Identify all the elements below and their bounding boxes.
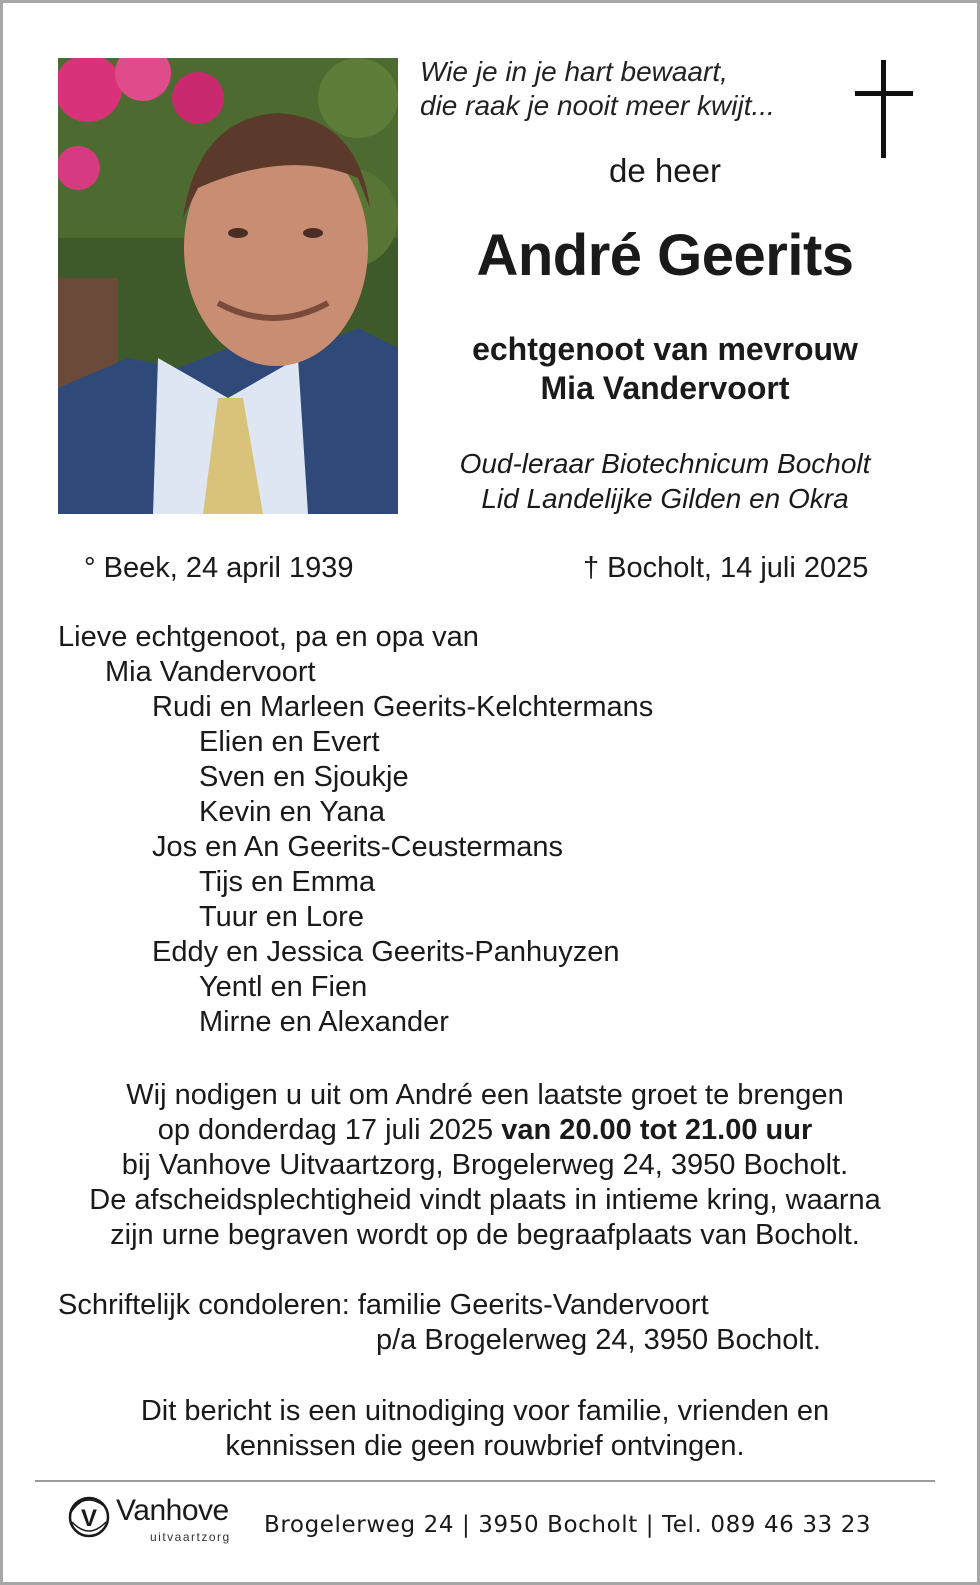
condolence-line: Schriftelijk condoleren: familie Geerits-Vandervoort bbox=[58, 1289, 709, 1321]
family-grandchild: Tuur en Lore bbox=[199, 901, 364, 933]
deceased-name: André Geerits bbox=[476, 223, 854, 288]
family-child: Jos en An Geerits-Ceustermans bbox=[152, 831, 564, 863]
memorial-quote bbox=[420, 55, 840, 123]
logo-name: Vanhove bbox=[116, 1494, 229, 1527]
cross-icon bbox=[855, 60, 913, 158]
logo-mark-icon bbox=[64, 1492, 114, 1542]
death-date: † Bocholt, 14 juli 2025 bbox=[583, 552, 869, 584]
family-grandchild: Elien en Evert bbox=[199, 726, 380, 758]
roles bbox=[420, 446, 910, 516]
family-spouse: Mia Vandervoort bbox=[105, 656, 316, 688]
notice-line: Dit bericht is een uitnodiging voor familie, vrienden en bbox=[140, 1395, 830, 1427]
family-intro: Lieve echtgenoot, pa en opa van bbox=[58, 621, 479, 653]
family-grandchild: Yentl en Fien bbox=[199, 971, 368, 1003]
family-child: Rudi en Marleen Geerits-Kelchtermans bbox=[152, 691, 654, 723]
invitation-line: De afscheidsplechtigheid vindt plaats in intieme kring, waarna bbox=[89, 1184, 881, 1216]
footer-divider bbox=[35, 1480, 935, 1482]
invitation-line: Wij nodigen u uit om André een laatste groet te brengen bbox=[126, 1079, 844, 1111]
invitation-date: op donderdag 17 juli 2025 bbox=[157, 1114, 502, 1146]
invitation-text bbox=[30, 1078, 940, 1253]
notice-text bbox=[30, 1394, 940, 1464]
condolence-address bbox=[58, 1288, 821, 1358]
logo-subtitle: uitvaartzorg bbox=[150, 1530, 231, 1544]
spouse-line bbox=[420, 330, 910, 408]
family-grandchild: Kevin en Yana bbox=[199, 796, 385, 828]
portrait-photo bbox=[58, 58, 398, 514]
spouse-name: Mia Vandervoort bbox=[540, 370, 790, 406]
role-line: Oud-leraar Biotechnicum Bocholt bbox=[459, 448, 871, 479]
title-prefix: de heer bbox=[609, 152, 721, 189]
footer-contact: Brogelerweg 24 | 3950 Bocholt | Tel. 089 46 33 23 bbox=[264, 1512, 872, 1538]
family-grandchild: Tijs en Emma bbox=[199, 866, 376, 898]
family-grandchild: Sven en Sjoukje bbox=[199, 761, 409, 793]
invitation-line: bij Vanhove Uitvaartzorg, Brogelerweg 24, 3950 Bocholt. bbox=[121, 1149, 849, 1181]
invitation-line bbox=[30, 1113, 940, 1148]
family-child: Eddy en Jessica Geerits-Panhuyzen bbox=[152, 936, 620, 968]
logo-mark-letter: V bbox=[80, 1505, 98, 1532]
family-grandchild: Mirne en Alexander bbox=[199, 1006, 449, 1038]
vanhove-logo bbox=[64, 1492, 254, 1548]
birth-date: ° Beek, 24 april 1939 bbox=[84, 552, 354, 584]
notice-line: kennissen die geen rouwbrief ontvingen. bbox=[225, 1430, 745, 1462]
spouse-relation: echtgenoot van mevrouw bbox=[472, 331, 858, 367]
invitation-hours: van 20.00 tot 21.00 uur bbox=[501, 1114, 813, 1146]
condolence-line: p/a Brogelerweg 24, 3950 Bocholt. bbox=[376, 1324, 821, 1356]
family-list bbox=[58, 620, 653, 1040]
quote-line: Wie je in je hart bewaart, bbox=[420, 56, 728, 87]
invitation-line: zijn urne begraven wordt op de begraafplaats van Bocholt. bbox=[110, 1219, 860, 1251]
role-line: Lid Landelijke Gilden en Okra bbox=[481, 483, 849, 514]
quote-line: die raak je nooit meer kwijt... bbox=[420, 90, 775, 121]
